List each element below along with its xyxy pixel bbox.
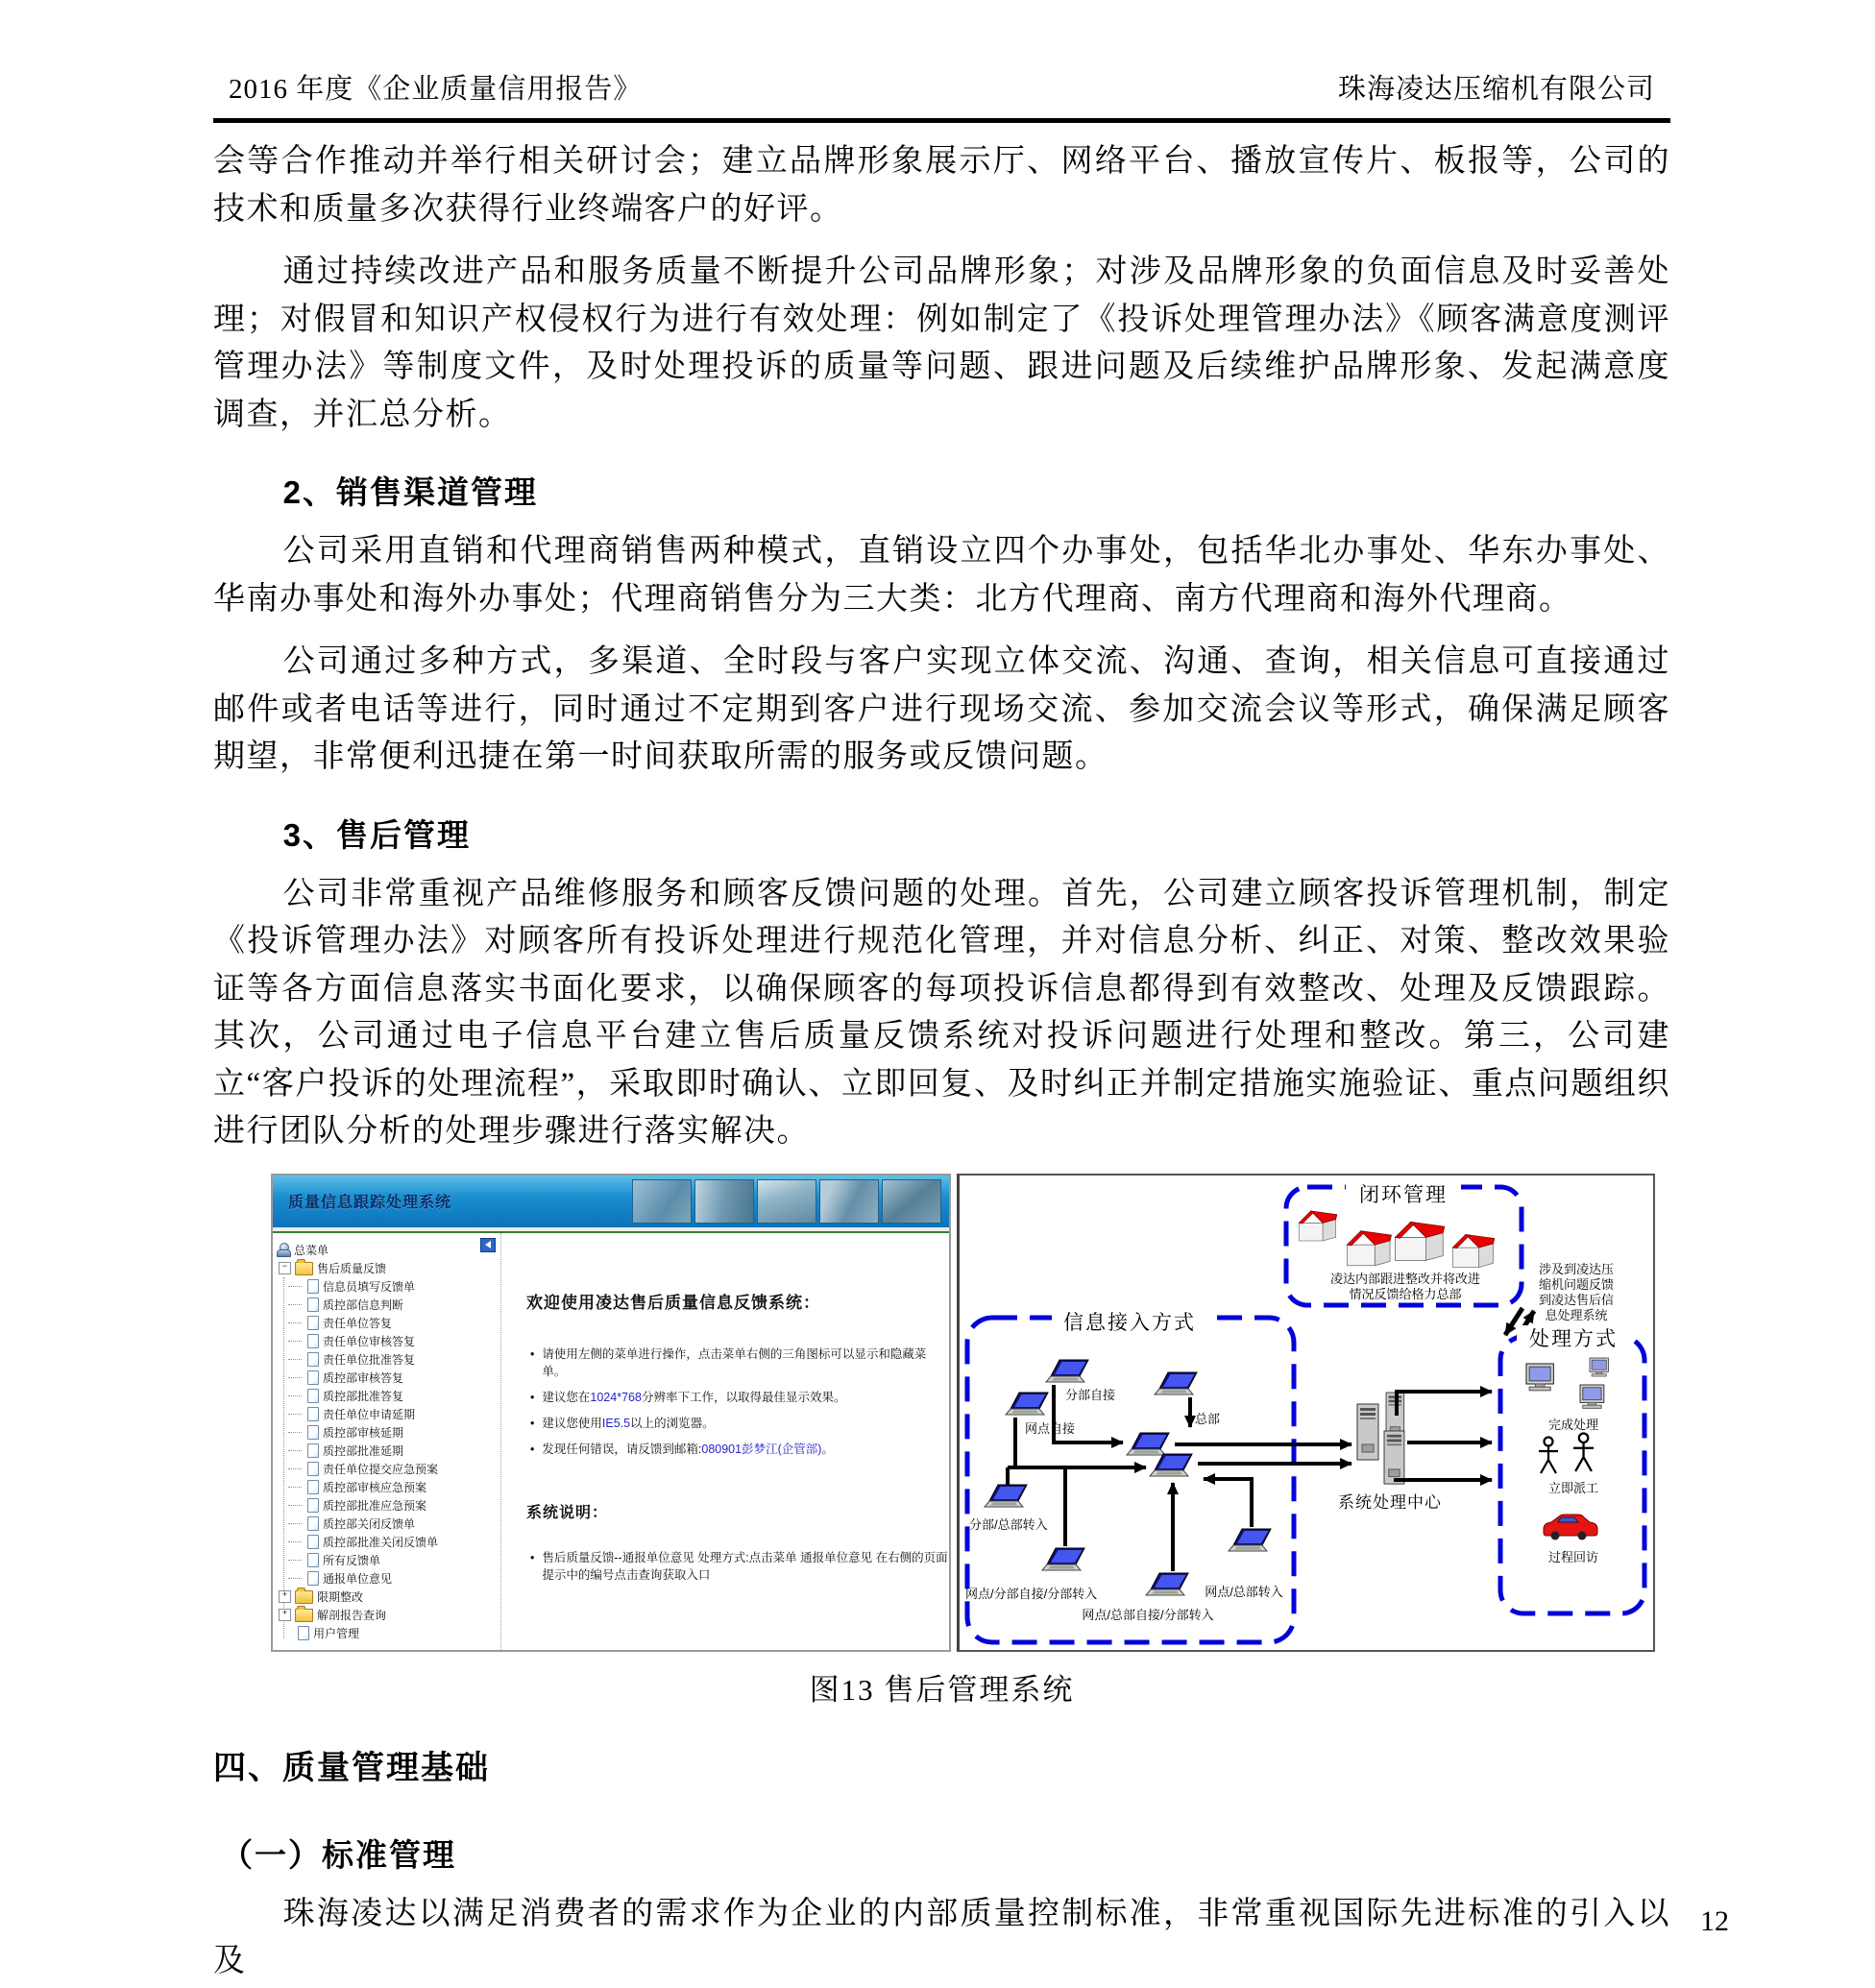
figure-13 bbox=[271, 1174, 1670, 1652]
diagram-svg bbox=[960, 1176, 1653, 1650]
bullet-item bbox=[526, 1441, 949, 1458]
expand-node-icon[interactable] bbox=[279, 1590, 291, 1603]
tree-item[interactable] bbox=[277, 1314, 500, 1332]
tree-root-label: 总菜单 bbox=[294, 1243, 329, 1257]
node-label: 网点/总部自接/分部转入 bbox=[1082, 1607, 1214, 1622]
process-item-label: 完成处理 bbox=[1547, 1417, 1599, 1432]
bullet-dot-icon: • bbox=[530, 1443, 535, 1456]
tree-children bbox=[277, 1277, 500, 1588]
inline-link[interactable]: IE5.5 bbox=[601, 1416, 631, 1430]
heading-sales-channel: 2、销售渠道管理 bbox=[282, 474, 538, 510]
document-icon bbox=[307, 1334, 319, 1348]
document-icon bbox=[307, 1316, 319, 1330]
tree-item-label: 质控部批准延期 bbox=[323, 1443, 404, 1458]
bullet-item bbox=[526, 1549, 949, 1584]
tree-item-label: 质控部关闭反馈单 bbox=[323, 1516, 416, 1531]
bullet-text: 请使用左侧的菜单进行操作，点击菜单右侧的三角图标可以显示和隐藏菜单。 bbox=[542, 1346, 927, 1378]
side-note: 息处理系统 bbox=[1545, 1307, 1608, 1322]
collapse-node-icon[interactable] bbox=[279, 1262, 291, 1274]
document-icon bbox=[307, 1425, 319, 1440]
document-icon bbox=[307, 1352, 319, 1367]
paragraph-standard: 珠海凌达以满足消费者的需求作为企业的内部质量控制标准，非常重视国际先进标准的引入以及 bbox=[213, 1896, 1670, 1978]
tree-item[interactable] bbox=[277, 1350, 500, 1369]
tree-root[interactable] bbox=[277, 1241, 500, 1259]
document-icon bbox=[307, 1571, 319, 1586]
paragraph-aftersales: 公司非常重视产品维修服务和顾客反馈问题的处理。首先，公司建立顾客投诉管理机制，制定《投诉管理办法》对顾客所有投诉处理进行规范化管理，并对信息分析、纠正、对策、整改效果验证等各方面信息落实书面化要求，以确保顾客的每项投诉信息都得到有效整改、处理及反馈跟踪。其次，公司通过电子信息平台建立售后质量反馈系统对投诉问题进行处理和整改。第三，公司建立“客户投诉的处理流程”，采取即时确认、立即回复、及时纠正并制定措施实施验证、重点问题组织进行团队分析的处理步骤进行落实解决。 bbox=[213, 876, 1670, 1149]
tree-item[interactable] bbox=[277, 1569, 500, 1588]
tree-item-label: 质控部审核答复 bbox=[323, 1370, 404, 1385]
document-icon bbox=[307, 1535, 319, 1549]
user-menu-icon bbox=[277, 1243, 290, 1257]
folder-closed-icon bbox=[295, 1609, 313, 1622]
node-label: 网点自接 bbox=[1024, 1420, 1076, 1436]
closed-loop-text: 凌达内部跟进整改并将改进 bbox=[1329, 1271, 1481, 1286]
node-label: 网点/总部转入 bbox=[1205, 1584, 1283, 1599]
header-company-name: 珠海凌达压缩机有限公司 bbox=[1337, 74, 1655, 105]
side-note: 到凌达售后信 bbox=[1538, 1292, 1615, 1307]
tree-item-label: 责任单位答复 bbox=[323, 1316, 393, 1330]
tree-item-label: 所有反馈单 bbox=[323, 1553, 381, 1567]
tree-item-label: 质控部审核应急预案 bbox=[323, 1480, 427, 1494]
heading-standard-mgmt: （一）标准管理 bbox=[221, 1836, 456, 1873]
tree-item-label: 质控部审核延期 bbox=[323, 1425, 404, 1440]
process-item-label: 立即派工 bbox=[1547, 1480, 1599, 1495]
system-note-heading: 系统说明： bbox=[526, 1505, 609, 1522]
side-note: 涉及到凌达压 bbox=[1538, 1261, 1615, 1276]
bullet-text: 发现任何错误，请反馈到邮箱:080901彭梦江(企管部)。 bbox=[542, 1443, 834, 1456]
tree-item[interactable] bbox=[277, 1332, 500, 1350]
factory-photo bbox=[694, 1179, 754, 1224]
tree-item[interactable] bbox=[277, 1515, 500, 1533]
document-icon bbox=[307, 1297, 319, 1312]
welcome-bullets bbox=[526, 1346, 949, 1459]
bullet-text: 售后质量反馈--通报单位意见 处理方式:点击菜单 通报单位意见 在右侧的页面提示中的编号点击查询获取入口 bbox=[542, 1551, 948, 1583]
tree-item[interactable] bbox=[277, 1460, 500, 1478]
tree-folder-label: 解剖报告查询 bbox=[317, 1608, 387, 1622]
document-icon bbox=[307, 1443, 319, 1458]
document-icon bbox=[307, 1462, 319, 1476]
tree-folder-report[interactable] bbox=[277, 1606, 500, 1624]
app-title: 质量信息跟踪处理系统 bbox=[288, 1195, 452, 1211]
bullet-dot-icon: • bbox=[530, 1551, 535, 1565]
tree-item-label: 质控部批准应急预案 bbox=[323, 1498, 427, 1513]
tree-item-label: 责任单位审核答复 bbox=[323, 1334, 416, 1348]
process-title: 处理方式 bbox=[1529, 1326, 1618, 1350]
tree-item-user-mgmt[interactable] bbox=[277, 1624, 500, 1642]
tree-folder-label: 限期整改 bbox=[317, 1589, 364, 1604]
tree-item-label: 责任单位提交应急预案 bbox=[323, 1462, 439, 1476]
quality-tracking-app-window bbox=[271, 1174, 951, 1652]
bullet-dot-icon: • bbox=[530, 1416, 535, 1430]
process-item-label: 过程回访 bbox=[1547, 1549, 1599, 1564]
aftersales-process-diagram bbox=[957, 1174, 1655, 1652]
tree-item-label: 质控部信息判断 bbox=[323, 1297, 404, 1312]
inline-link[interactable]: 1024*768 bbox=[590, 1390, 642, 1404]
closed-loop-title: 闭环管理 bbox=[1359, 1182, 1448, 1206]
menu-tree bbox=[273, 1233, 500, 1652]
node-label: 分部自接 bbox=[1064, 1387, 1116, 1402]
document-icon bbox=[298, 1626, 309, 1640]
tree-item[interactable] bbox=[277, 1533, 500, 1551]
closed-loop-text: 情况反馈给格力总部 bbox=[1349, 1286, 1462, 1301]
heading-aftersales: 3、售后管理 bbox=[282, 816, 471, 853]
factory-photo bbox=[632, 1179, 692, 1224]
tree-item-label: 用户管理 bbox=[313, 1626, 360, 1640]
tree-item-label: 通报单位意见 bbox=[323, 1571, 393, 1586]
bullet-item bbox=[526, 1415, 949, 1432]
factory-photo bbox=[819, 1179, 879, 1224]
center-label: 系统处理中心 bbox=[1338, 1492, 1442, 1512]
bullet-item bbox=[526, 1346, 949, 1380]
paragraph-brand: 会等合作推动并举行相关研讨会；建立品牌形象展示厅、网络平台、播放宣传片、板报等，公司的技术和质量多次获得行业终端客户的好评。 bbox=[213, 144, 1670, 227]
folder-open-icon bbox=[295, 1262, 313, 1275]
factory-photo bbox=[882, 1179, 941, 1224]
tree-folder-rectify[interactable] bbox=[277, 1588, 500, 1606]
process-box bbox=[1500, 1337, 1644, 1613]
document-icon bbox=[307, 1279, 319, 1294]
factory-photo-strip bbox=[632, 1179, 949, 1224]
expand-node-icon[interactable] bbox=[279, 1609, 291, 1621]
tree-item-label: 质控部批准关闭反馈单 bbox=[323, 1535, 439, 1549]
tree-item-label: 责任单位批准答复 bbox=[323, 1352, 416, 1367]
factory-photo bbox=[757, 1179, 816, 1224]
folder-closed-icon bbox=[295, 1590, 313, 1604]
document-icon bbox=[307, 1480, 319, 1494]
document-icon bbox=[307, 1553, 319, 1567]
app-header-bar bbox=[273, 1176, 949, 1227]
side-note: 缩机问题反馈 bbox=[1538, 1276, 1615, 1292]
paragraph-improvement: 通过持续改进产品和服务质量不断提升公司品牌形象；对涉及品牌形象的负面信息及时妥善处理；对假冒和知识产权侵权行为进行有效处理：例如制定了《投诉处理管理办法》《顾客满意度测评管理办法》等制度文件，及时处理投诉的质量等问题、跟进问题及后续维护品牌形象、发起满意度调查，并汇总分析。 bbox=[213, 255, 1670, 432]
bullet-text: 建议您在1024*768分辨率下工作，以取得最佳显示效果。 bbox=[542, 1390, 846, 1404]
bullet-text: 建议您使用IE5.5以上的浏览器。 bbox=[542, 1416, 715, 1430]
tree-item[interactable] bbox=[277, 1387, 500, 1405]
document-icon bbox=[307, 1407, 319, 1421]
document-icon bbox=[307, 1389, 319, 1403]
access-title: 信息接入方式 bbox=[1063, 1310, 1196, 1334]
tree-item[interactable] bbox=[277, 1423, 500, 1442]
tree-item-label: 责任单位申请延期 bbox=[323, 1407, 416, 1421]
bullet-dot-icon: • bbox=[530, 1390, 535, 1404]
tree-item[interactable] bbox=[277, 1442, 500, 1460]
tree-folder-open[interactable] bbox=[277, 1259, 500, 1277]
node-label: 总部 bbox=[1194, 1411, 1221, 1426]
app-main-panel bbox=[500, 1233, 949, 1652]
tree-folder-label: 售后质量反馈 bbox=[317, 1261, 387, 1275]
bullet-dot-icon: • bbox=[530, 1346, 535, 1361]
tree-item[interactable] bbox=[277, 1277, 500, 1296]
tree-item[interactable] bbox=[277, 1478, 500, 1496]
document-icon bbox=[307, 1370, 319, 1385]
heading-quality-foundation: 四、质量管理基础 bbox=[213, 1749, 490, 1786]
tree-item-label: 质控部批准答复 bbox=[323, 1389, 404, 1403]
bullet-item bbox=[526, 1389, 949, 1406]
tree-item[interactable] bbox=[277, 1296, 500, 1314]
paragraph-communication: 公司通过多种方式，多渠道、全时段与客户实现立体交流、沟通、查询，相关信息可直接通过邮件或者电话等进行，同时通过不定期到客户进行现场交流、参加交流会议等形式，确保满足顾客期望，非常便利迅捷在第一时间获取所需的服务或反馈问题。 bbox=[213, 644, 1670, 774]
tree-item[interactable] bbox=[277, 1405, 500, 1423]
inline-link[interactable]: 080901彭梦江(企管部) bbox=[701, 1443, 822, 1456]
page-header bbox=[213, 67, 1670, 123]
paragraph-sales-mode: 公司采用直销和代理商销售两种模式，直销设立四个办事处，包括华北办事处、华东办事处、华南办事处和海外办事处；代理商销售分为三大类：北方代理商、南方代理商和海外代理商。 bbox=[213, 534, 1670, 617]
tree-item[interactable] bbox=[277, 1496, 500, 1515]
document-icon bbox=[307, 1498, 319, 1513]
header-report-title: 2016 年度《企业质量信用报告》 bbox=[229, 74, 643, 105]
tree-item[interactable] bbox=[277, 1551, 500, 1569]
system-bullets bbox=[526, 1549, 949, 1584]
node-label: 网点/分部自接/分部转入 bbox=[965, 1586, 1098, 1601]
page-number: 12 bbox=[1700, 1905, 1729, 1937]
tree-item-label: 信息员填写反馈单 bbox=[323, 1279, 416, 1294]
document-icon bbox=[307, 1516, 319, 1531]
tree-item[interactable] bbox=[277, 1369, 500, 1387]
welcome-heading: 欢迎使用凌达售后质量信息反馈系统： bbox=[526, 1293, 820, 1312]
node-label: 分部/总部转入 bbox=[969, 1516, 1048, 1532]
figure-caption: 图13 售后管理系统 bbox=[809, 1672, 1075, 1707]
